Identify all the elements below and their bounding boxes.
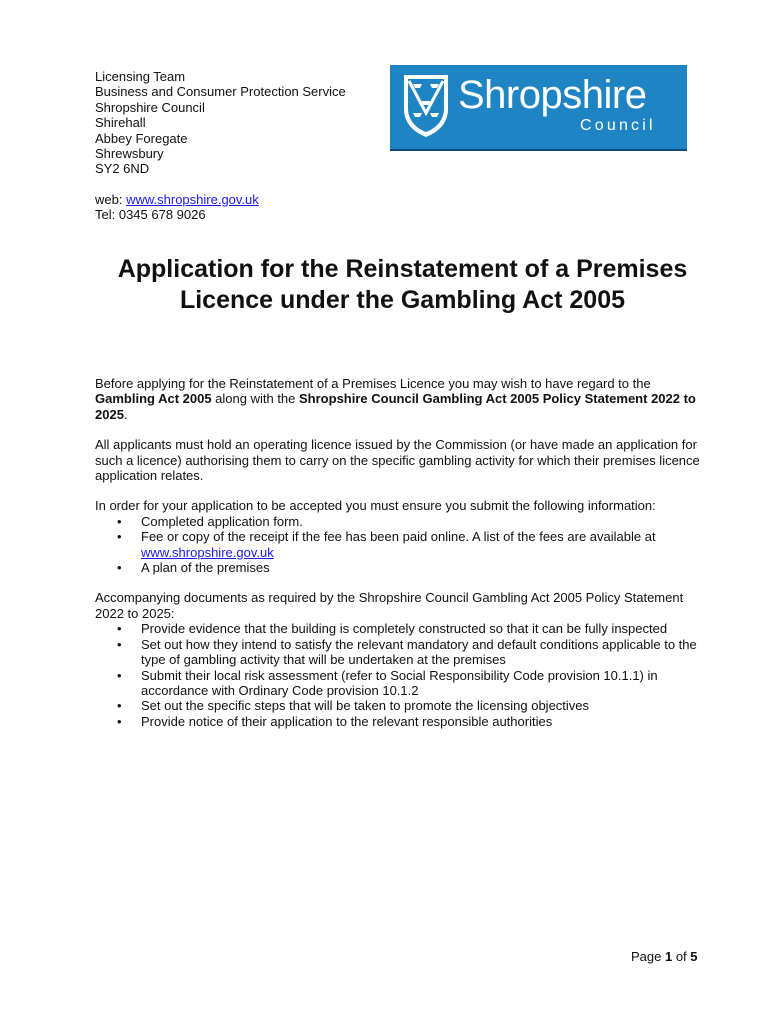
page-number: Page 1 of 5	[631, 949, 698, 964]
bullet: •	[117, 636, 122, 652]
accompanying-list	[95, 621, 707, 729]
shropshire-crest-icon	[402, 73, 450, 139]
list-item: • Provide evidence that the building is completely constructed so that it can be fully inspected	[117, 621, 668, 637]
information-list	[95, 514, 707, 576]
current-page: 1	[664, 949, 673, 964]
telephone: Tel: 0345 678 9026	[95, 207, 206, 223]
policy-name: Shropshire Council Gambling Act 2005 Policy Statement 2022 to 2025	[95, 391, 696, 422]
address-line: Licensing Team	[95, 69, 186, 84]
address-line: Business and Consumer Protection Service	[95, 84, 346, 100]
fees-link[interactable]: www.shropshire.gov.uk	[141, 544, 274, 560]
address-line: Shirehall	[95, 115, 146, 131]
accompanying-heading: Accompanying documents as required by the Shropshire Council Gambling Act 2005 Policy Statement 2022 to 2025:	[95, 590, 684, 621]
act-name: Gambling Act 2005	[95, 391, 212, 407]
bullet: •	[117, 513, 122, 529]
bullet: •	[117, 621, 122, 637]
document-body	[95, 376, 707, 744]
total-pages: 5	[690, 949, 698, 964]
list-item: • Set out the specific steps that will be taken to promote the licensing objectives	[117, 698, 590, 714]
web-label: web:	[95, 191, 127, 207]
bullet: •	[117, 713, 122, 729]
page-title: Application for the Reinstatement of a Premises Licence under the Gambling Act 2005	[117, 255, 688, 314]
list-item: • A plan of the premises	[117, 560, 270, 576]
logo-wordmark: Shropshire	[458, 73, 647, 117]
list-item: • Set out how they intend to satisfy the relevant mandatory and default conditions applicable to the type of gambling activity that will be undertaken at the premises	[117, 636, 697, 668]
list-item: • Provide notice of their application to the relevant responsible authorities	[117, 713, 553, 729]
bullet: •	[117, 698, 122, 714]
address-line: SY2 6ND	[95, 161, 150, 177]
web-line	[95, 192, 346, 207]
address-line: Shropshire Council	[95, 99, 205, 115]
list-item: • Fee or copy of the receipt if the fee has been paid online. A list of the fees are available at www.shropshire.gov.uk	[117, 529, 656, 560]
bullet: •	[117, 560, 122, 576]
bullet: •	[117, 667, 122, 683]
address-block	[95, 69, 346, 223]
logo-subtitle: Council	[580, 117, 656, 134]
website-link[interactable]: www.shropshire.gov.uk	[126, 191, 259, 207]
shropshire-council-logo	[390, 65, 687, 151]
intro-paragraph: Before applying for the Reinstatement of a Premises Licence you may wish to have regard to the Gambling Act 2005 along with the Shropshire Council Gambling Act 2005 Policy Statement 2022 to 2025.	[95, 376, 696, 422]
list-item: • Submit their local risk assessment (refer to Social Responsibility Code provision 10.1.1) in accordance with Ordinary Code provision 10.1.2	[117, 667, 658, 698]
operating-licence-paragraph: All applicants must hold an operating licence issued by the Commission (or have made an application for such a licence) authorising them to carry on the specific gambling activity for which their premises licence application relates.	[95, 437, 700, 484]
information-heading: In order for your application to be accepted you must ensure you submit the following information:	[95, 498, 656, 514]
address-line: Shrewsbury	[95, 146, 164, 162]
list-item: • Completed application form.	[117, 513, 303, 529]
address-line: Abbey Foregate	[95, 130, 188, 146]
bullet: •	[117, 529, 122, 545]
